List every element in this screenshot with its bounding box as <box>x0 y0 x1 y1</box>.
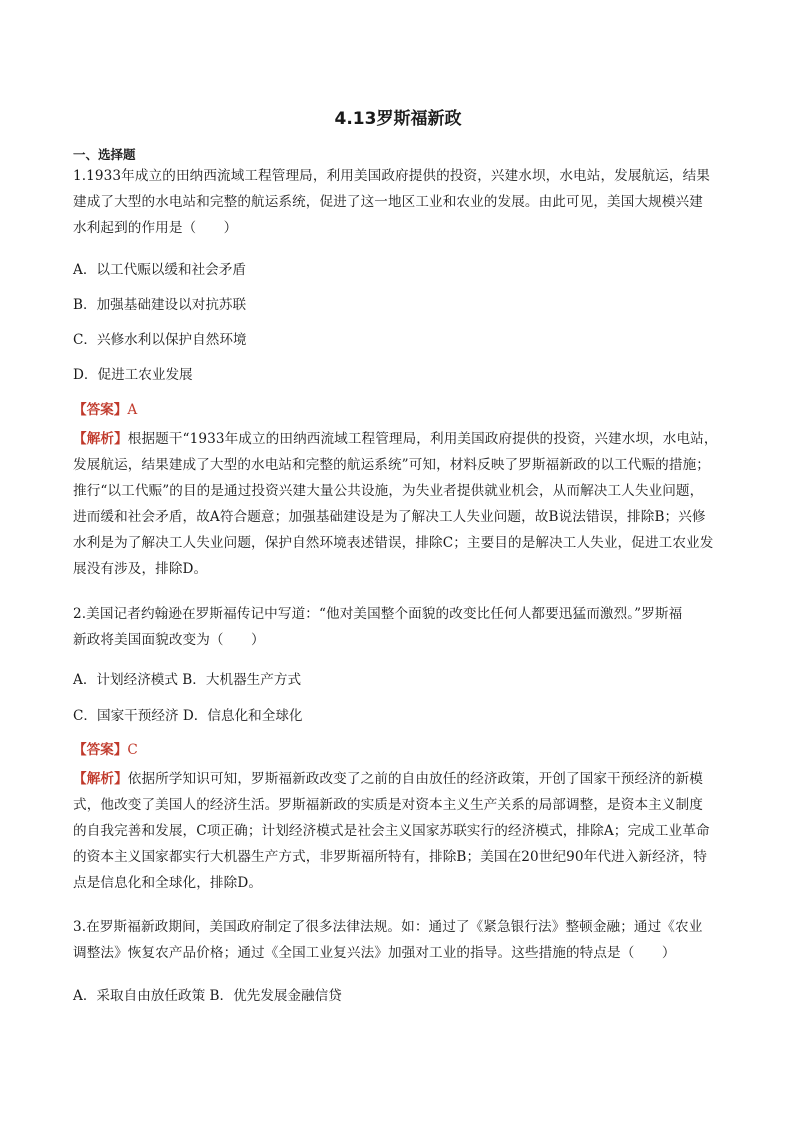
section-heading: 一、选择题 <box>73 147 136 162</box>
analysis-line: 根据题干“1933年成立的田纳西流域工程管理局，利用美国政府提供的投资，兴建水坝，水电站， <box>127 431 718 447</box>
question-1-option-a: A．以工代赈以缓和社会矛盾 <box>73 262 246 278</box>
question-1-line: 水利起到的作用是（ ） <box>73 220 238 236</box>
question-1-answer <box>73 398 137 418</box>
answer-tag: 【答案】 <box>73 742 128 758</box>
answer-value: A <box>127 402 138 418</box>
question-2-answer <box>73 738 138 758</box>
analysis-line: 的资本主义国家都实行大机器生产方式，非罗斯福所特有，排除B；美国在20世纪90年代进入新经济，特 <box>73 849 707 865</box>
analysis-tag: 【解析】 <box>73 771 128 787</box>
question-1-line: 建成了大型的水电站和完整的航运系统，促进了这一地区工业和农业的发展。由此可见，美国大规模兴建 <box>73 194 703 210</box>
analysis-line: 发展航运，结果建成了大型的水电站和完整的航运系统”可知，材料反映了罗斯福新政的以工代赈的措施； <box>73 457 710 473</box>
analysis-line: 点是信息化和全球化，排除D。 <box>73 875 263 891</box>
answer-value: C <box>127 742 138 758</box>
analysis-line: 的自我完善和发展，C项正确；计划经济模式是社会主义国家苏联实行的经济模式，排除A；完成工业革命 <box>73 823 710 839</box>
question-3-line: 调整法》恢复农产品价格；通过《全国工业复兴法》加强对工业的指导。这些措施的特点是（ ） <box>73 945 676 961</box>
question-1-line: 1.1933年成立的田纳西流域工程管理局，利用美国政府提供的投资，兴建水坝，水电站，发展航运，结果 <box>73 168 710 184</box>
analysis-line: 推行“以工代赈”的目的是通过投资兴建大量公共设施，为失业者提供就业机会，从而解决工人失业问题， <box>73 483 704 499</box>
question-1-stem <box>73 163 723 241</box>
question-1-option-c: C．兴修水利以保护自然环境 <box>73 332 247 348</box>
question-1-analysis <box>73 426 723 582</box>
question-1-option-b: B．加强基础建设以对抗苏联 <box>73 297 247 313</box>
page-title: 4.13罗斯福新政 <box>334 109 462 129</box>
question-2-line: 2.美国记者约翰逊在罗斯福传记中写道：“他对美国整个面貌的改变比任何人都要迅猛而激烈。”罗斯福 <box>73 606 683 622</box>
question-2-stem <box>73 601 723 653</box>
question-2-options-cd: C．国家干预经济 D．信息化和全球化 <box>73 708 303 724</box>
question-3-line: 3.在罗斯福新政期间，美国政府制定了很多法律法规。如：通过了《紧急银行法》整顿金融；通过《农业 <box>73 919 703 935</box>
question-2-options-ab: A．计划经济模式 B．大机器生产方式 <box>73 672 302 688</box>
question-2-analysis <box>73 766 723 896</box>
analysis-line: 水利是为了解决工人失业问题，保护自然环境表述错误，排除C；主要目的是解决工人失业，促进工农业发 <box>73 535 714 551</box>
analysis-line: 式，他改变了美国人的经济生活。罗斯福新政的实质是对资本主义生产关系的局部调整，是资本主义制度 <box>73 797 703 813</box>
analysis-tag: 【解析】 <box>73 431 128 447</box>
question-1-option-d: D．促进工农业发展 <box>73 367 193 383</box>
analysis-line: 进而缓和社会矛盾，故A符合题意；加强基础建设是为了解决工人失业问题，故B说法错误，排除B；兴修 <box>73 509 706 525</box>
analysis-line: 展没有涉及，排除D。 <box>73 561 208 577</box>
analysis-line: 依据所学知识可知，罗斯福新政改变了之前的自由放任的经济政策，开创了国家干预经济的新模 <box>127 771 703 787</box>
question-2-line: 新政将美国面貌改变为（ ） <box>73 632 265 648</box>
question-3-options-ab: A．采取自由放任政策 B．优先发展金融信贷 <box>73 988 342 1004</box>
question-3-stem <box>73 914 723 966</box>
answer-tag: 【答案】 <box>73 402 128 418</box>
